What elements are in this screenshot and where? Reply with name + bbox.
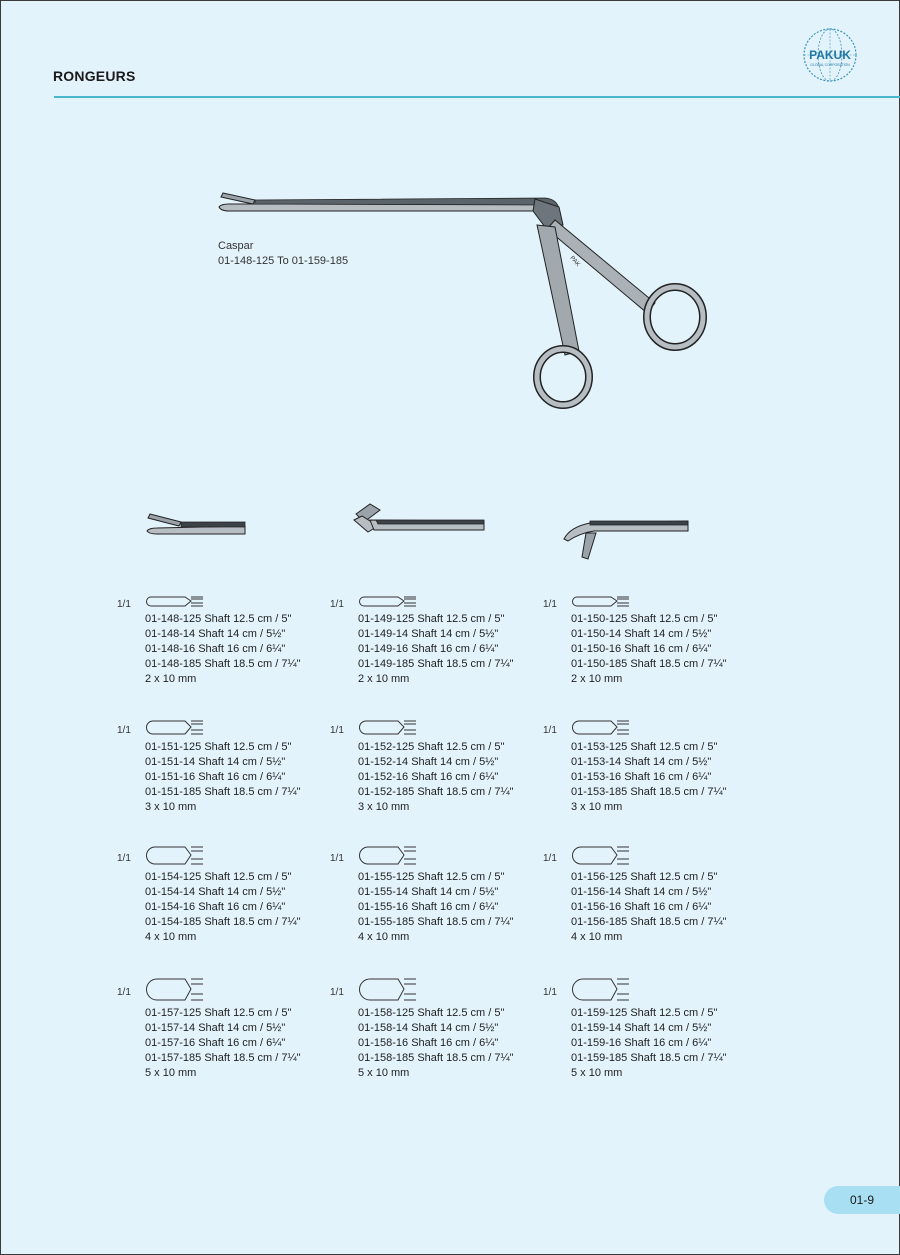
jaw-size: 5 x 10 mm: [358, 1067, 410, 1079]
product-line: 01-159-14 Shaft 14 cm / 5½": [571, 1022, 712, 1034]
product-line: 01-150-185 Shaft 18.5 cm / 7¼": [571, 658, 727, 670]
product-line: 01-156-14 Shaft 14 cm / 5½": [571, 886, 712, 898]
product-line: 01-150-16 Shaft 16 cm / 6¼": [571, 643, 712, 655]
product-group: [117, 846, 337, 945]
product-line: 01-157-125 Shaft 12.5 cm / 5": [145, 1007, 292, 1019]
tip-straight-illustration: [145, 510, 250, 540]
scale-label: 1/1: [543, 987, 557, 998]
product-group: [543, 596, 763, 687]
product-line: 01-149-185 Shaft 18.5 cm / 7¼": [358, 658, 514, 670]
product-line: 01-158-14 Shaft 14 cm / 5½": [358, 1022, 499, 1034]
product-line: 01-155-14 Shaft 14 cm / 5½": [358, 886, 499, 898]
scale-label: 1/1: [330, 987, 344, 998]
product-group: [543, 846, 763, 945]
product-line: 01-153-125 Shaft 12.5 cm / 5": [571, 741, 718, 753]
product-group: [117, 596, 337, 687]
jaw-size: 5 x 10 mm: [571, 1067, 623, 1079]
jaw-size: 4 x 10 mm: [145, 931, 197, 943]
product-line: 01-157-185 Shaft 18.5 cm / 7¼": [145, 1052, 301, 1064]
jaw-profile-row: [330, 846, 550, 870]
jaw-size: 4 x 10 mm: [358, 931, 410, 943]
product-line: 01-159-125 Shaft 12.5 cm / 5": [571, 1007, 718, 1019]
jaw-profile-row: [543, 846, 763, 870]
product-line: 01-153-16 Shaft 16 cm / 6¼": [571, 771, 712, 783]
product-line: 01-156-16 Shaft 16 cm / 6¼": [571, 901, 712, 913]
jaw-profile-icon: [571, 978, 633, 1002]
product-lines: [571, 612, 763, 687]
jaw-size: 3 x 10 mm: [145, 801, 197, 813]
instrument-caption: [218, 239, 348, 269]
jaw-profile-icon: [571, 596, 633, 608]
product-line: 01-159-185 Shaft 18.5 cm / 7¼": [571, 1052, 727, 1064]
jaw-profile-icon: [358, 596, 420, 608]
jaw-size: 4 x 10 mm: [571, 931, 623, 943]
svg-text:PAK: PAK: [568, 255, 581, 268]
jaw-profile-row: [543, 720, 763, 740]
product-line: 01-155-185 Shaft 18.5 cm / 7¼": [358, 916, 514, 928]
product-line: 01-155-16 Shaft 16 cm / 6¼": [358, 901, 499, 913]
product-lines: [358, 870, 550, 945]
scale-label: 1/1: [543, 853, 557, 864]
jaw-profile-icon: [145, 978, 207, 1002]
product-lines: [145, 612, 337, 687]
header-divider: [54, 96, 900, 98]
svg-text:GLOBAL CORPORATION: GLOBAL CORPORATION: [810, 63, 850, 67]
jaw-profile-row: [543, 978, 763, 1006]
product-line: 01-151-185 Shaft 18.5 cm / 7¼": [145, 786, 301, 798]
product-group: [330, 846, 550, 945]
product-line: 01-152-14 Shaft 14 cm / 5½": [358, 756, 499, 768]
product-lines: [358, 740, 550, 815]
product-line: 01-150-125 Shaft 12.5 cm / 5": [571, 613, 718, 625]
product-line: 01-152-185 Shaft 18.5 cm / 7¼": [358, 786, 514, 798]
product-line: 01-156-185 Shaft 18.5 cm / 7¼": [571, 916, 727, 928]
product-group: [543, 978, 763, 1081]
jaw-size: 5 x 10 mm: [145, 1067, 197, 1079]
product-line: 01-157-14 Shaft 14 cm / 5½": [145, 1022, 286, 1034]
jaw-profile-row: [330, 978, 550, 1006]
product-lines: [358, 612, 550, 687]
svg-text:PAKUK: PAKUK: [809, 48, 851, 62]
jaw-profile-icon: [145, 720, 207, 736]
product-line: 01-158-125 Shaft 12.5 cm / 5": [358, 1007, 505, 1019]
jaw-profile-icon: [358, 846, 420, 866]
jaw-profile-row: [117, 720, 337, 740]
scale-label: 1/1: [117, 853, 131, 864]
product-line: 01-148-14 Shaft 14 cm / 5½": [145, 628, 286, 640]
product-line: 01-154-125 Shaft 12.5 cm / 5": [145, 871, 292, 883]
product-group: [117, 978, 337, 1081]
product-lines: [571, 1006, 763, 1081]
product-line: 01-154-16 Shaft 16 cm / 6¼": [145, 901, 286, 913]
jaw-profile-icon: [571, 846, 633, 866]
instrument-name: Caspar: [218, 240, 254, 252]
jaw-profile-icon: [145, 846, 207, 866]
product-line: 01-158-16 Shaft 16 cm / 6¼": [358, 1037, 499, 1049]
product-group: [117, 720, 337, 815]
scale-label: 1/1: [543, 599, 557, 610]
product-line: 01-153-14 Shaft 14 cm / 5½": [571, 756, 712, 768]
product-line: 01-149-14 Shaft 14 cm / 5½": [358, 628, 499, 640]
scale-label: 1/1: [117, 987, 131, 998]
product-group: [330, 596, 550, 687]
jaw-profile-row: [117, 596, 337, 612]
product-group: [330, 978, 550, 1081]
jaw-profile-row: [543, 596, 763, 612]
product-line: 01-148-16 Shaft 16 cm / 6¼": [145, 643, 286, 655]
jaw-profile-row: [117, 978, 337, 1006]
product-line: 01-148-185 Shaft 18.5 cm / 7¼": [145, 658, 301, 670]
pakuk-logo: [802, 27, 858, 83]
product-group: [330, 720, 550, 815]
product-lines: [358, 1006, 550, 1081]
tip-down-angled-illustration: [560, 515, 695, 563]
product-line: 01-151-125 Shaft 12.5 cm / 5": [145, 741, 292, 753]
jaw-profile-icon: [358, 720, 420, 736]
product-lines: [571, 870, 763, 945]
product-lines: [145, 870, 337, 945]
product-line: 01-154-14 Shaft 14 cm / 5½": [145, 886, 286, 898]
page-number: 01-9: [824, 1186, 900, 1214]
product-line: 01-152-16 Shaft 16 cm / 6¼": [358, 771, 499, 783]
scale-label: 1/1: [330, 853, 344, 864]
product-line: 01-150-14 Shaft 14 cm / 5½": [571, 628, 712, 640]
tip-up-angled-illustration: [350, 500, 490, 540]
product-line: 01-159-16 Shaft 16 cm / 6¼": [571, 1037, 712, 1049]
scale-label: 1/1: [117, 599, 131, 610]
scale-label: 1/1: [117, 725, 131, 736]
jaw-size: 3 x 10 mm: [358, 801, 410, 813]
product-line: 01-158-185 Shaft 18.5 cm / 7¼": [358, 1052, 514, 1064]
instrument-range: 01-148-125 To 01-159-185: [218, 255, 349, 267]
product-line: 01-153-185 Shaft 18.5 cm / 7¼": [571, 786, 727, 798]
page-title: RONGEURS: [53, 68, 136, 84]
product-line: 01-152-125 Shaft 12.5 cm / 5": [358, 741, 505, 753]
jaw-profile-icon: [145, 596, 207, 608]
product-group: [543, 720, 763, 815]
product-line: 01-151-14 Shaft 14 cm / 5½": [145, 756, 286, 768]
product-line: 01-156-125 Shaft 12.5 cm / 5": [571, 871, 718, 883]
jaw-size: 3 x 10 mm: [571, 801, 623, 813]
product-lines: [145, 740, 337, 815]
product-lines: [571, 740, 763, 815]
product-line: 01-157-16 Shaft 16 cm / 6¼": [145, 1037, 286, 1049]
product-line: 01-155-125 Shaft 12.5 cm / 5": [358, 871, 505, 883]
product-line: 01-149-125 Shaft 12.5 cm / 5": [358, 613, 505, 625]
jaw-profile-row: [117, 846, 337, 870]
scale-label: 1/1: [330, 725, 344, 736]
jaw-profile-row: [330, 596, 550, 612]
jaw-size: 2 x 10 mm: [571, 673, 623, 685]
jaw-size: 2 x 10 mm: [145, 673, 197, 685]
product-lines: [145, 1006, 337, 1081]
product-line: 01-154-185 Shaft 18.5 cm / 7¼": [145, 916, 301, 928]
scale-label: 1/1: [543, 725, 557, 736]
jaw-profile-row: [330, 720, 550, 740]
jaw-profile-icon: [358, 978, 420, 1002]
jaw-size: 2 x 10 mm: [358, 673, 410, 685]
product-line: 01-149-16 Shaft 16 cm / 6¼": [358, 643, 499, 655]
scale-label: 1/1: [330, 599, 344, 610]
product-line: 01-148-125 Shaft 12.5 cm / 5": [145, 613, 292, 625]
jaw-profile-icon: [571, 720, 633, 736]
caspar-rongeur-illustration: [215, 185, 715, 415]
product-line: 01-151-16 Shaft 16 cm / 6¼": [145, 771, 286, 783]
